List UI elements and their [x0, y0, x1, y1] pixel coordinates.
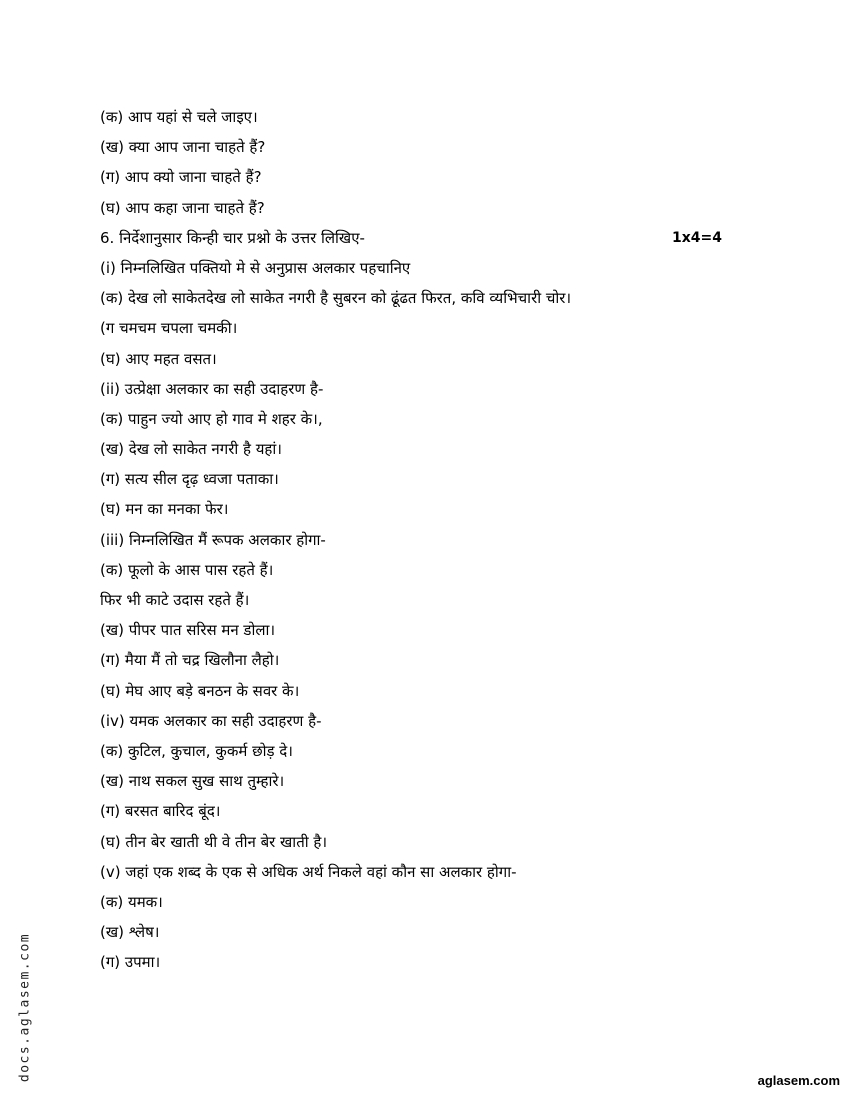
option-line: (ग) मैया मैं तो चद्र खिलौना लैहो।	[100, 651, 280, 670]
option-line: (ग) आप क्यो जाना चाहते हैं?	[100, 168, 262, 187]
option-line: (ग) सत्य सील दृढ़ ध्वजा पताका।	[100, 470, 279, 489]
option-line: (घ) तीन बेर खाती थी वे तीन बेर खाती है।	[100, 832, 328, 851]
side-watermark-text: docs.aglasem.com	[17, 932, 33, 1083]
option-line: (घ) मेघ आए बड़े बनठन के सवर के।	[100, 681, 300, 700]
option-line: (ख) क्या आप जाना चाहते हैं?	[100, 138, 266, 157]
option-line: (क) फूलो के आस पास रहते हैं।	[100, 560, 274, 579]
option-line-continuation: फिर भी काटे उदास रहते हैं।	[100, 591, 250, 609]
option-line: (ग) उपमा।	[100, 953, 161, 972]
option-line: (क) आप यहां से चले जाइए।	[100, 108, 258, 126]
question-content	[100, 102, 740, 977]
option-line: (घ) आप कहा जाना चाहते हैं?	[100, 198, 265, 217]
subquestion-line: (iii) निम्नलिखित मैं रूपक अलकार होगा-	[100, 530, 326, 549]
marks-label: 1x4=4	[672, 229, 722, 246]
option-line: (ग चमचम चपला चमकी।	[100, 319, 238, 338]
option-line: (घ) आए महत वसत।	[100, 349, 217, 368]
option-line: (ख) देख लो साकेत नगरी है यहां।	[100, 440, 282, 459]
option-line: (ख) पीपर पात सरिस मन डोला।	[100, 621, 276, 640]
option-line: (क) कुटिल, कुचाल, कुकर्म छोड़ दे।	[100, 741, 293, 760]
option-line: (ग) बरसत बारिद बूंद।	[100, 802, 221, 821]
subquestion-line: (i) निम्नलिखित पक्तियो मे से अनुप्रास अलकार पहचानिए	[100, 258, 411, 277]
brand-watermark: aglasem.com	[757, 1073, 840, 1088]
option-line: (क) यमक।	[100, 892, 163, 911]
option-line: (क) पाहुन ज्यो आए हो गाव मे शहर के।,	[100, 409, 323, 428]
side-watermark	[12, 930, 32, 1090]
option-line: (घ) मन का मनका फेर।	[100, 500, 229, 519]
subquestion-line: (ii) उत्प्रेक्षा अलकार का सही उदाहरण है-	[100, 379, 324, 398]
subquestion-line: (iv) यमक अलकार का सही उदाहरण है-	[100, 711, 322, 730]
question-heading-text: 6. निर्देशानुसार किन्ही चार प्रश्नो के उत्तर लिखिए-	[100, 228, 365, 247]
option-line: (ख) श्लेष।	[100, 923, 160, 942]
question-heading	[100, 223, 740, 253]
subquestion-line: (v) जहां एक शब्द के एक से अधिक अर्थ निकले वहां कौन सा अलकार होगा-	[100, 862, 517, 881]
option-line: (क) देख लो साकेतदेख लो साकेत नगरी है सुबरन को ढूंढत फिरत, कवि व्यभिचारी चोर।	[100, 289, 572, 308]
option-line: (ख) नाथ सकल सुख साथ तुम्हारे।	[100, 772, 285, 791]
